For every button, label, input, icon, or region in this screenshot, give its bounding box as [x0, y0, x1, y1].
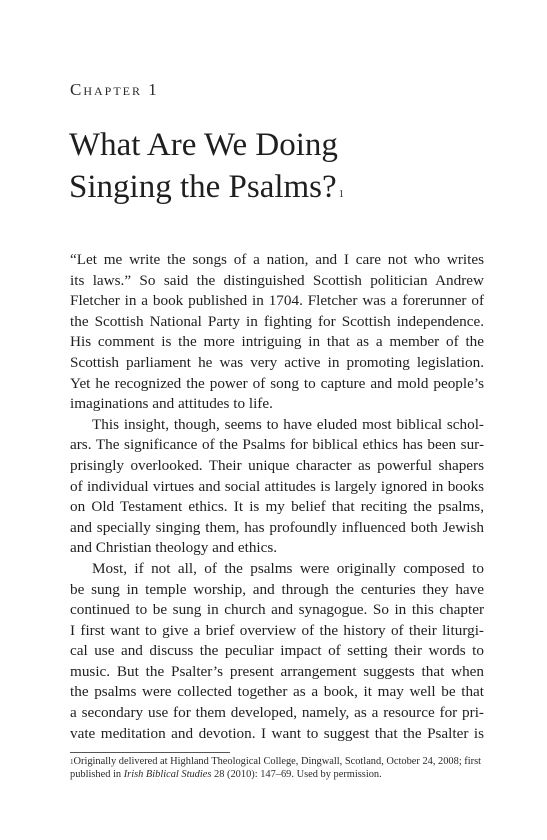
- footnote-text-2b: 28 (2010): 147–69. Used by permission.: [211, 768, 382, 780]
- footnote-text-2a: published in: [70, 768, 124, 780]
- text-line: “Let me write the songs of a nation, and I care not who writes: [70, 251, 484, 268]
- text-line: ars. The significance of the Psalms for biblical ethics has been sur-: [70, 436, 484, 454]
- text-line: and specially singing them, has profoundly influenced both Jewish: [70, 518, 484, 536]
- chapter-title-line-1: What Are We Doing: [69, 127, 338, 163]
- title-footnote-marker[interactable]: 1: [338, 189, 344, 200]
- body-text: [70, 250, 484, 744]
- paragraph: [70, 559, 484, 744]
- chapter-title-line-2: [69, 166, 489, 208]
- footnote: [70, 756, 484, 781]
- footnote-journal-title: Irish Biblical Studies: [123, 768, 212, 780]
- text-line: and Christian theology and ethics.: [70, 539, 278, 557]
- footnote-line-2: [70, 769, 484, 782]
- text-line: Most, if not all, of the psalms were originally composed to: [92, 559, 484, 577]
- text-line: the Scottish National Party in fighting for Scottish independence.: [70, 312, 484, 330]
- text-line: continued to be sung in church and synagogue. So in this chapter: [70, 601, 484, 619]
- chapter-label: Chapter 1: [70, 80, 159, 99]
- text-line: its laws.” So said the distinguished Scottish politician Andrew: [70, 271, 484, 289]
- text-line: His comment is the more intriguing in that as a member of the: [70, 333, 484, 351]
- footnote-marker: 1: [70, 758, 74, 766]
- text-line: Yet he recognized the power of song to capture and mold people’s: [70, 374, 484, 392]
- footnote-line-1: [70, 756, 484, 769]
- text-line: the psalms were collected together as a book, it may well be that: [70, 683, 484, 701]
- text-line: Scottish parliament he was very active in promoting legislation.: [70, 353, 484, 371]
- text-line: a secondary use for them developed, namely, as a resource for pri-: [70, 704, 484, 722]
- footnote-text-1: Originally delivered at Highland Theological College, Dingwall, Scotland, October 24, 2008; first: [73, 756, 482, 767]
- footnote-divider: [70, 752, 230, 753]
- text-line: be sung in temple worship, and through the centuries they have: [70, 580, 484, 598]
- text-line: of individual virtues and social attitudes is largely ignored in books: [70, 477, 484, 495]
- paragraph: [70, 415, 484, 559]
- text-line: vate meditation and devotion. I want to suggest that the Psalter is: [70, 724, 484, 742]
- text-line: on Old Testament ethics. It is my belief that reciting the psalms,: [70, 498, 484, 516]
- text-line: I first want to give a brief overview of the history of their liturgi-: [70, 621, 484, 639]
- chapter-title: [69, 124, 489, 208]
- paragraph: [70, 250, 484, 415]
- text-line: cal use and discuss the peculiar impact of setting their words to: [70, 642, 484, 660]
- text-line: imaginations and attitudes to life.: [70, 395, 273, 413]
- text-line: Fletcher in a book published in 1704. Fletcher was a forerunner of: [70, 292, 484, 310]
- text-line: prisingly overlooked. Their unique character as powerful shapers: [70, 456, 484, 474]
- text-line: This insight, though, seems to have eluded most biblical schol-: [92, 415, 484, 433]
- text-line: music. But the Psalter’s present arrangement suggests that when: [70, 662, 484, 680]
- chapter-title-line-2-text: Singing the Psalms?: [69, 169, 337, 205]
